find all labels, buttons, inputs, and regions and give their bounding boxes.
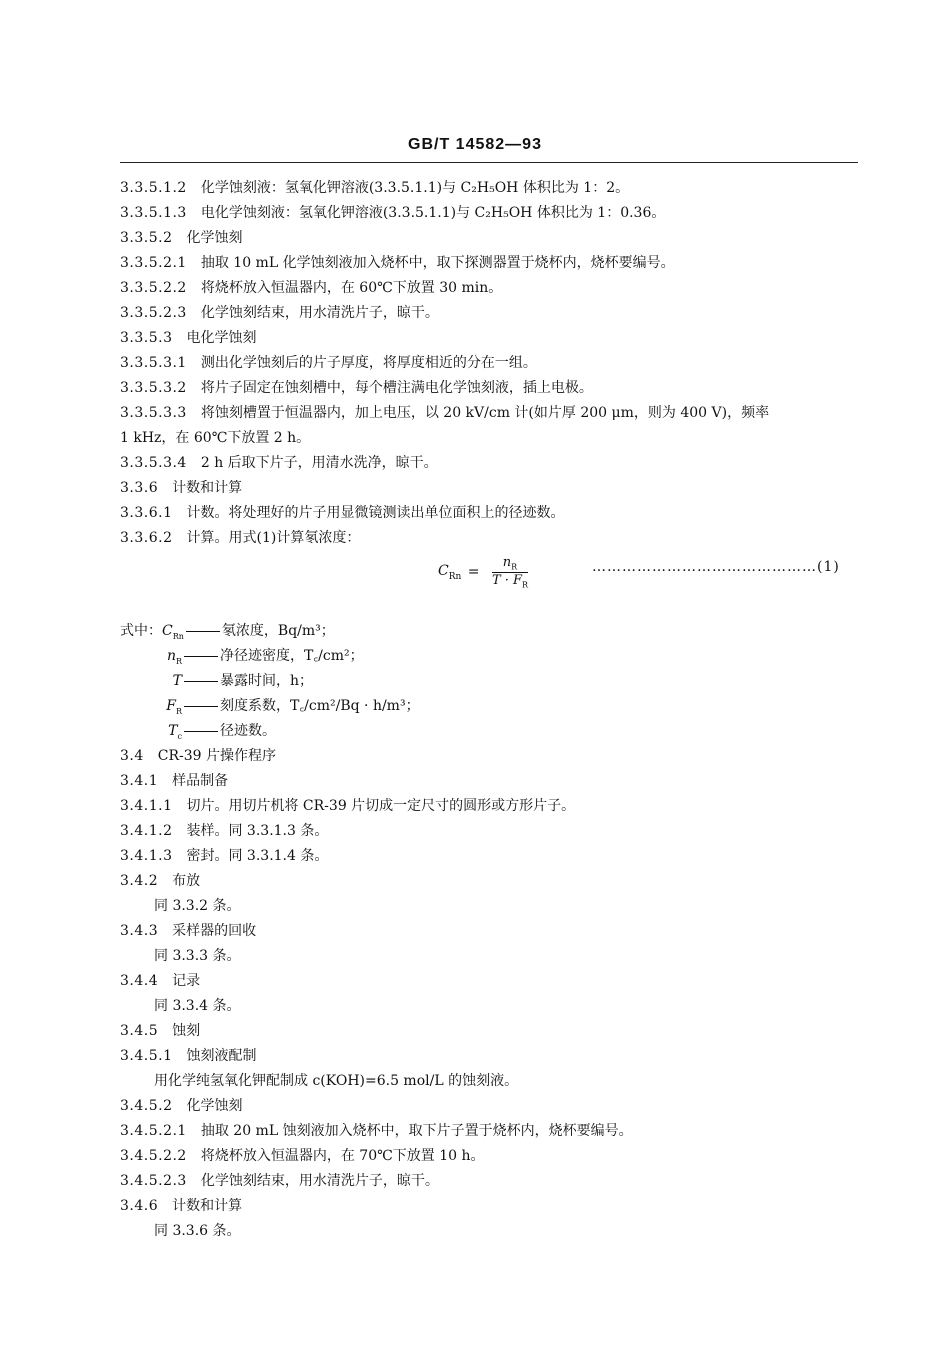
clause-number: 3.3.5.3.3 [120,405,187,421]
clause-text: 装样。同 3.3.1.3 条。 [186,823,329,839]
clause-line [120,1194,860,1219]
clause-text: 采样器的回收 [172,923,257,939]
definition-text: 暴露时间，h； [220,673,314,689]
clause-text: 电化学蚀刻液：氢氧化钾溶液(3.3.5.1.1)与 C₂H₅OH 体积比为 1：0.36。 [200,205,666,221]
clause-text: 记录 [172,973,201,989]
clause-number: 3.3.5.3.1 [120,355,187,371]
clause-number: 3.3.5.2.2 [120,280,187,296]
clause-number: 3.4.1.1 [120,798,173,814]
clause-line [120,451,860,476]
clause-line [120,1169,860,1194]
clause-line [120,944,860,969]
clause-line [120,1219,860,1244]
clause-line [120,869,860,894]
clause-text: 化学蚀刻 [186,1098,243,1114]
formula-numerator: $n_R$ [492,555,528,573]
clause-text: 样品制备 [172,773,229,789]
definition-dash [184,731,218,732]
clause-line [120,351,860,376]
clause-text: 布放 [172,873,201,889]
clause-text: 密封。同 3.3.1.4 条。 [186,848,329,864]
clause-number: 3.4.2 [120,873,159,889]
definition-text: 净径迹密度，T꜀/cm²； [220,648,364,664]
clause-text: 计数和计算 [172,480,243,496]
clause-number: 3.3.5.2.1 [120,255,187,271]
clause-text: 蚀刻液配制 [186,1048,257,1064]
clause-text: 用化学纯氢氧化钾配制成 c(KOH)=6.5 mol/L 的蚀刻液。 [154,1073,519,1089]
clause-line [120,844,860,869]
clause-text: 将烧杯放入恒温器内，在 70℃下放置 10 h。 [200,1148,485,1164]
clause-line [120,251,860,276]
clause-number: 3.3.5.2.3 [120,305,187,321]
clause-number: 3.3.6.1 [120,505,173,521]
clause-line [120,1019,860,1044]
clause-text: 计数。将处理好的片子用显微镜测读出单位面积上的径迹数。 [186,505,565,521]
clause-number: 3.3.5.2 [120,230,173,246]
formula-fraction [492,555,528,589]
clause-text: 化学蚀刻 [186,230,243,246]
clause-text: 计数和计算 [172,1198,243,1214]
clause-number: 3.3.6 [120,480,159,496]
definition-text: 氡浓度，Bq/m³； [221,623,335,639]
clause-text: CR-39 片操作程序 [157,748,277,764]
section-cr39-3-4 [120,744,860,1244]
paragraph-3-3-5-3-3 [120,401,860,426]
section-etching-3-3-5 [120,176,860,401]
section-count-3-3-6 [120,451,860,551]
clause-line [120,326,860,351]
clause-line [120,894,860,919]
definition-line [120,719,860,744]
clause-line [120,744,860,769]
formula-leader-dots: ………………………………………(1) [592,559,840,575]
clause-number: 3.4 [120,748,144,764]
clause-line [120,969,860,994]
clause-number: 3.4.5.1 [120,1048,173,1064]
header-rule [120,162,858,163]
clause-number: 3.4.3 [120,923,159,939]
clause-line [120,301,860,326]
clause-line [120,769,860,794]
clause-line [120,226,860,251]
clause-line [120,819,860,844]
clause-line [120,1069,860,1094]
clause-number: 3.4.4 [120,973,159,989]
clause-line [120,1144,860,1169]
clause-number: 3.4.5 [120,1023,159,1039]
clause-text: 电化学蚀刻 [186,330,257,346]
definition-line [120,644,860,669]
clause-number: 3.4.1.3 [120,848,173,864]
clause-number: 3.4.5.2 [120,1098,173,1114]
clause-line [120,919,860,944]
clause-line [120,526,860,551]
clause-text: 同 3.3.3 条。 [154,948,241,964]
definition-line [120,694,860,719]
clause-line [120,994,860,1019]
definition-dash [184,706,218,707]
page-body [120,176,860,1244]
definition-line [120,619,860,644]
definition-dash [184,656,218,657]
clause-number: 3.4.5.2.1 [120,1123,187,1139]
formula-expression: $C_{Rn}$ = $\frac{n_R}{T \cdot F_R}$ [438,555,529,590]
clause-number: 3.4.5.2.3 [120,1173,187,1189]
definition-symbol: $n_R$ [166,648,182,666]
clause-line [120,1119,860,1144]
clause-line [120,476,860,501]
clause-number: 3.3.5.3 [120,330,173,346]
definition-text: 径迹数。 [220,723,276,739]
definition-symbol: $F_R$ [166,698,182,716]
clause-number: 3.4.5.2.2 [120,1148,187,1164]
clause-line [120,176,860,201]
formula-denominator: $T \cdot F_R$ [491,572,529,590]
clause-number: 3.3.5.1.2 [120,180,187,196]
definition-line [120,669,860,694]
definition-symbol: $C_{Rn}$ [162,623,184,641]
clause-text: 抽取 10 mL 化学蚀刻液加入烧杯中，取下探测器置于烧杯内，烧杯要编号。 [200,255,675,271]
clause-line [120,201,860,226]
clause-number: 3.4.1.2 [120,823,173,839]
page-header: GB/T 14582—93 [408,136,542,153]
clause-text: 同 3.3.2 条。 [154,898,241,914]
clause-line [120,794,860,819]
clause-text: 将烧杯放入恒温器内，在 60℃下放置 30 min。 [200,280,503,296]
clause-number: 3.3.5.1.3 [120,205,187,221]
clause-text: 化学蚀刻结束，用水清洗片子，晾干。 [200,1173,439,1189]
clause-text: 计算。用式(1)计算氡浓度： [186,530,361,546]
clause-text: 蚀刻 [172,1023,201,1039]
clause-text: 将蚀刻槽置于恒温器内，加上电压，以 20 kV/cm 计(如片厚 200 μm，则为 400 V)，频率 [200,405,770,421]
formula-1 [120,551,860,599]
clause-line [120,501,860,526]
clause-line [120,376,860,401]
clause-text: 同 3.3.6 条。 [154,1223,241,1239]
clause-line [120,1044,860,1069]
clause-text: 测出化学蚀刻后的片子厚度，将厚度相近的分在一组。 [200,355,537,371]
clause-number: 3.3.5.3.2 [120,380,187,396]
clause-text: 化学蚀刻结束，用水清洗片子，晾干。 [200,305,439,321]
clause-text: 2 h 后取下片子，用清水洗净，晾干。 [200,455,438,471]
clause-text: 抽取 20 mL 蚀刻液加入烧杯中，取下片子置于烧杯内，烧杯要编号。 [200,1123,633,1139]
clause-text: 同 3.3.4 条。 [154,998,241,1014]
definition-prefix: 式中： [120,623,162,639]
definition-symbol: T [172,673,182,689]
definition-symbol: $T_c$ [168,723,182,741]
paragraph-continuation: 1 kHz，在 60℃下放置 2 h。 [120,430,311,446]
clause-number: 3.4.1 [120,773,159,789]
clause-number: 3.3.6.2 [120,530,173,546]
formula-lhs: $C_{Rn}$ [438,562,462,582]
clause-text: 将片子固定在蚀刻槽中，每个槽注满电化学蚀刻液，插上电极。 [200,380,593,396]
clause-number: 3.4.6 [120,1198,159,1214]
definition-dash [186,631,220,632]
clause-text: 化学蚀刻液：氢氧化钾溶液(3.3.5.1.1)与 C₂H₅OH 体积比为 1：2。 [200,180,630,196]
clause-text: 切片。用切片机将 CR-39 片切成一定尺寸的圆形或方形片子。 [186,798,576,814]
definition-text: 刻度系数，T꜀/cm²/Bq · h/m³； [220,698,420,714]
clause-number: 3.3.5.3.4 [120,455,187,471]
formula-definitions [120,619,860,744]
definition-dash [184,681,218,682]
clause-line [120,1094,860,1119]
clause-line [120,276,860,301]
